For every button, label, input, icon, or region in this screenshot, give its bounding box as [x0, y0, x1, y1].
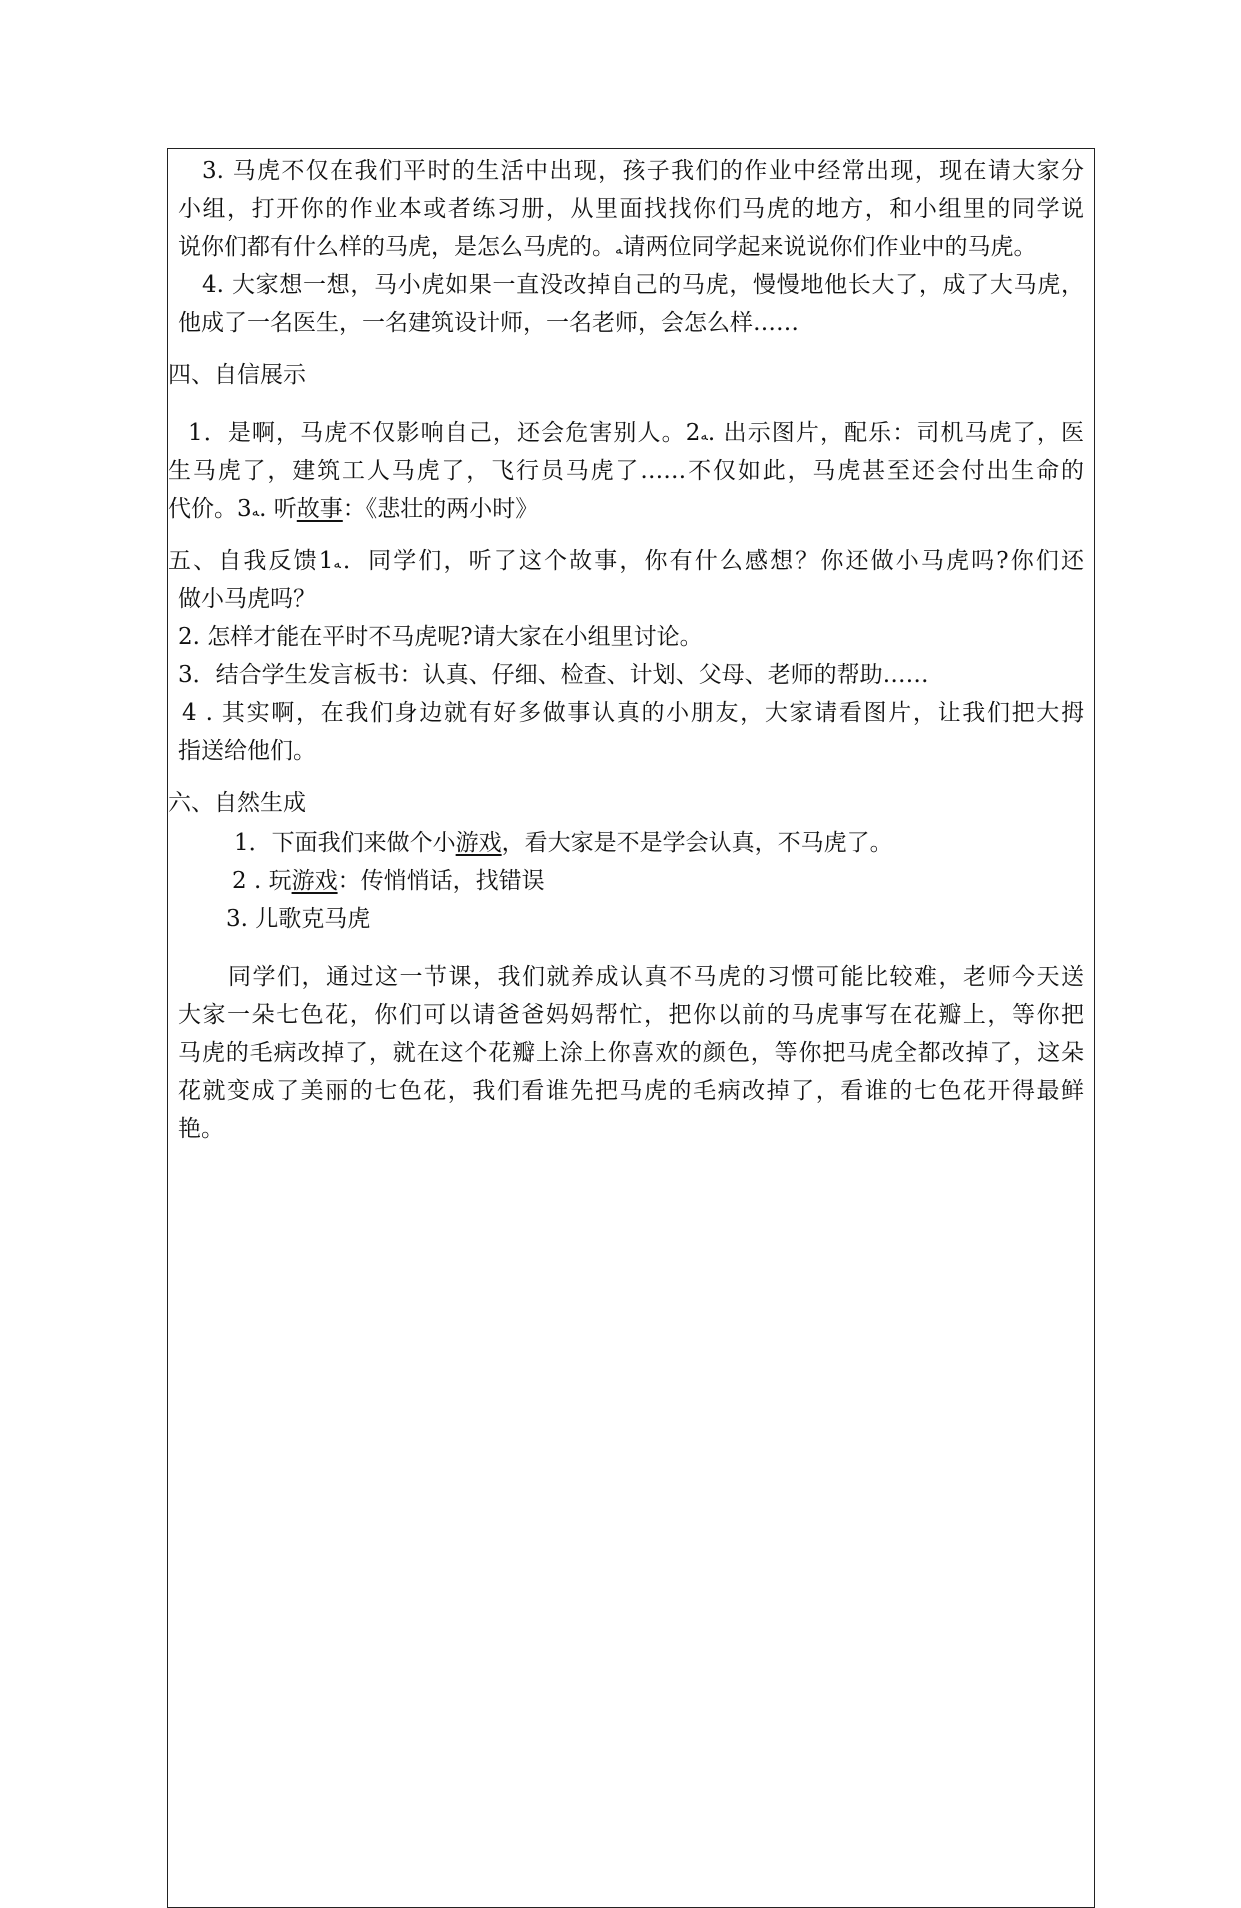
stray-mark: ﻪ	[615, 242, 623, 258]
paragraph-line: 3．结合学生发言板书：认真、仔细、检查、计划、父母、老师的帮助……	[178, 662, 929, 688]
paragraph-line: 1．是啊，马虎不仅影响自己，还会危害别人。2ﻪ. 出示图片，配乐：司机马虎了，医	[188, 420, 1084, 446]
paragraph-line: 大家一朵七色花，你们可以请爸爸妈妈帮忙，把你以前的马虎事写在花瓣上，等你把	[178, 1002, 1084, 1028]
list-item: 1．下面我们来做个小游戏，看大家是不是学会认真，不马虎了。	[234, 830, 893, 856]
paragraph-line: 指送给他们。	[178, 738, 316, 764]
paragraph-line: 代价。3ﻪ. 听故事：《悲壮的两小时》	[168, 496, 539, 522]
paragraph-line: 马虎的毛病改掉了，就在这个花瓣上涂上你喜欢的颜色，等你把马虎全都改掉了，这朵	[178, 1040, 1084, 1066]
list-item: 2 . 玩游戏：传悄悄话，找错误	[232, 868, 545, 894]
stray-mark: ﻪ	[333, 556, 341, 572]
paragraph-line: 花就变成了美丽的七色花，我们看谁先把马虎的毛病改掉了，看谁的七色花开得最鲜	[178, 1078, 1084, 1104]
game-link[interactable]: 游戏	[455, 830, 502, 856]
game-link[interactable]: 游戏	[291, 868, 338, 894]
section-heading: 四、自信展示	[168, 362, 306, 388]
paragraph-line: 2. 怎样才能在平时不马虎呢?请大家在小组里讨论。	[178, 624, 703, 650]
paragraph-line: 3. 马虎不仅在我们平时的生活中出现，孩子我们的作业中经常出现，现在请大家分	[202, 158, 1084, 184]
paragraph-line: 小组，打开你的作业本或者练习册，从里面找找你们马虎的地方，和小组里的同学说	[178, 196, 1084, 222]
paragraph-line: 说你们都有什么样的马虎，是怎么马虎的。ﻪ请两位同学起来说说你们作业中的马虎。	[178, 234, 1037, 260]
paragraph-line: 他成了一名医生，一名建筑设计师，一名老师，会怎么样……	[178, 310, 799, 336]
section-heading: 六、自然生成	[168, 790, 306, 816]
paragraph-line: 同学们，通过这一节课，我们就养成认真不马虎的习惯可能比较难，老师今天送	[228, 964, 1084, 990]
paragraph-line: 生马虎了，建筑工人马虎了，飞行员马虎了……不仅如此，马虎甚至还会付出生命的	[168, 458, 1084, 484]
paragraph-line: 做小马虎吗？	[178, 586, 316, 612]
paragraph-line: 艳。	[178, 1116, 224, 1142]
paragraph-line: 4 . 其实啊，在我们身边就有好多做事认真的小朋友，大家请看图片，让我们把大拇	[182, 700, 1084, 726]
story-link[interactable]: 故事	[296, 496, 343, 522]
stray-mark: ﻪ	[700, 428, 708, 444]
section-heading: 五、自我反馈1ﻪ．同学们，听了这个故事，你有什么感想？你还做小马虎吗?你们还	[168, 548, 1084, 574]
paragraph-line: 4. 大家想一想，马小虎如果一直没改掉自己的马虎，慢慢地他长大了，成了大马虎，	[202, 272, 1084, 298]
list-item: 3. 儿歌克马虎	[226, 906, 371, 932]
stray-mark: ﻪ	[251, 504, 260, 520]
